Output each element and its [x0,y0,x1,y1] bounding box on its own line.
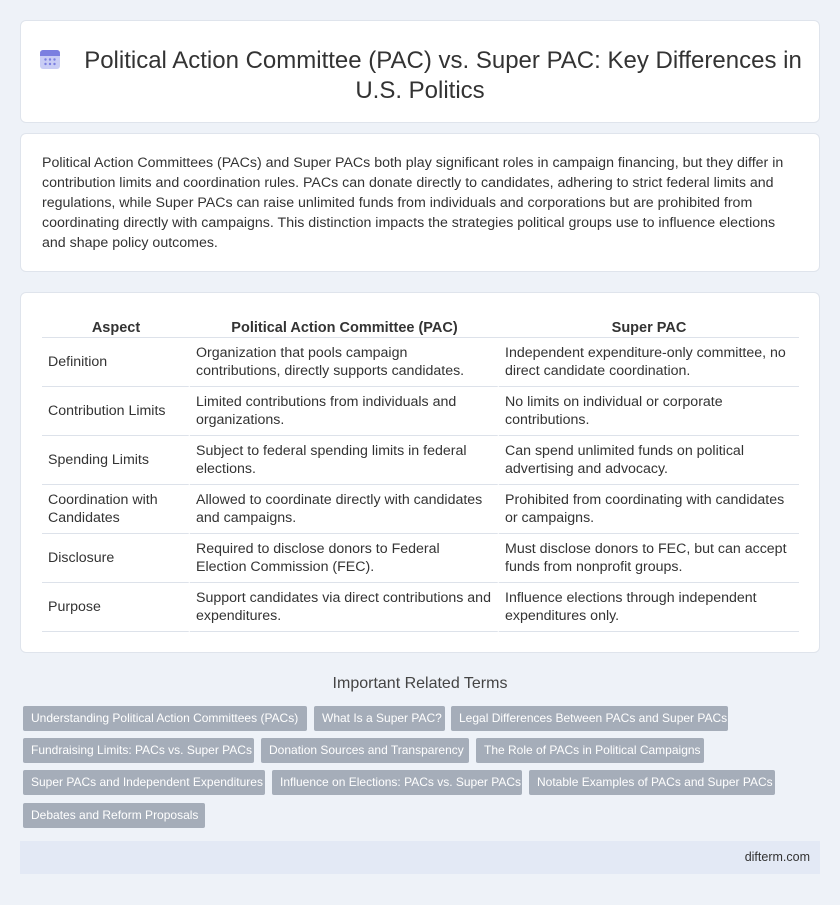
table-row [42,583,799,632]
related-term-link[interactable]: Super PACs and Independent Expenditures [23,770,265,795]
column-header-aspect: Aspect [42,314,190,338]
table-row [42,387,799,436]
related-term-link[interactable]: The Role of PACs in Political Campaigns [476,738,704,763]
related-term-link[interactable]: Donation Sources and Transparency [261,738,469,763]
related-term-link[interactable]: Understanding Political Action Committees (PACs) [23,706,307,731]
table-row [42,485,799,534]
row-aspect: Spending Limits [42,436,190,485]
row-super-pac-value: Influence elections through independent expenditures only. [499,583,799,632]
related-term-link[interactable]: Legal Differences Between PACs and Super PACs [451,706,728,731]
row-pac-value: Allowed to coordinate directly with candidates and campaigns. [190,485,499,534]
calendar-icon [38,47,62,71]
comparison-table-card [20,292,820,653]
row-super-pac-value: Independent expenditure-only committee, no direct candidate coordination. [499,338,799,387]
related-term-link[interactable]: What Is a Super PAC? [314,706,445,731]
row-aspect: Coordination with Candidates [42,485,190,534]
row-pac-value: Required to disclose donors to Federal Election Commission (FEC). [190,534,499,583]
footer [20,841,820,874]
row-aspect: Disclosure [42,534,190,583]
header-card [20,20,820,123]
page-title: Political Action Committee (PAC) vs. Super PAC: Key Differences in U.S. Politics [84,47,802,104]
related-terms-title: Important Related Terms [332,675,508,692]
column-header-pac: Political Action Committee (PAC) [190,314,499,338]
page-title-row [21,46,819,106]
column-header-super-pac: Super PAC [499,314,799,338]
row-aspect: Contribution Limits [42,387,190,436]
row-pac-value: Subject to federal spending limits in federal elections. [190,436,499,485]
related-term-link[interactable]: Influence on Elections: PACs vs. Super PACs [272,770,522,795]
table-header-row [42,314,799,338]
intro-text: Political Action Committees (PACs) and Super PACs both play significant roles in campaign financing, but they differ in contribution limits and coordination rules. PACs can donate directly to candidates, adhering to strict federal limits and regulations, while Super PACs can raise unlimited funds from individuals and corporations but are prohibited from coordinating directly with campaigns. This distinction impacts the strategies political groups use to influence elections and shape policy outcomes. [42,155,784,251]
row-pac-value: Support candidates via direct contributions and expenditures. [190,583,499,632]
row-super-pac-value: No limits on individual or corporate contributions. [499,387,799,436]
row-pac-value: Limited contributions from individuals and organizations. [190,387,499,436]
row-super-pac-value: Can spend unlimited funds on political advertising and advocacy. [499,436,799,485]
table-row [42,436,799,485]
row-super-pac-value: Must disclose donors to FEC, but can accept funds from nonprofit groups. [499,534,799,583]
footer-site-link[interactable]: difterm.com [744,850,810,864]
related-term-link[interactable]: Notable Examples of PACs and Super PACs [529,770,775,795]
related-term-link[interactable]: Debates and Reform Proposals [23,803,205,828]
comparison-table [42,314,799,632]
related-term-link[interactable]: Fundraising Limits: PACs vs. Super PACs [23,738,254,763]
row-pac-value: Organization that pools campaign contributions, directly supports candidates. [190,338,499,387]
table-row [42,534,799,583]
row-aspect: Purpose [42,583,190,632]
row-aspect: Definition [42,338,190,387]
table-row [42,338,799,387]
row-super-pac-value: Prohibited from coordinating with candidates or campaigns. [499,485,799,534]
intro-card [20,133,820,272]
